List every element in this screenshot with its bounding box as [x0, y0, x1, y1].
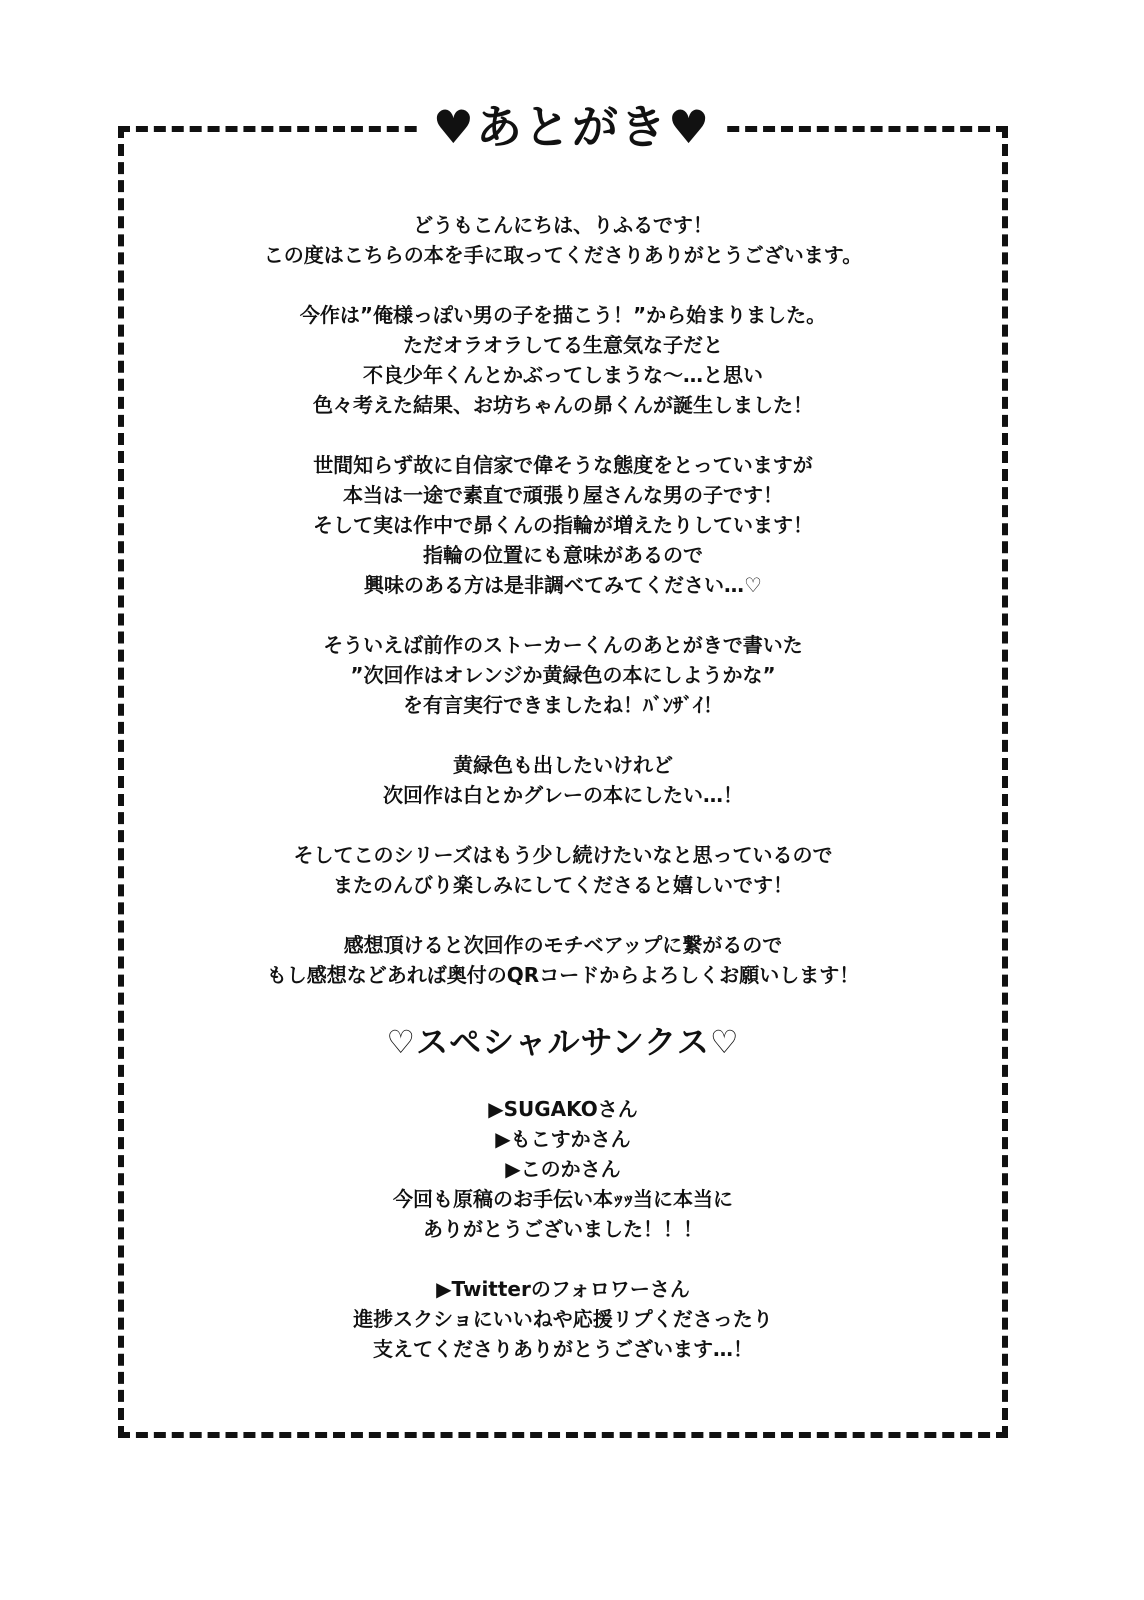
text-line: そしてこのシリーズはもう少し続けたいなと思っているので — [293, 843, 833, 867]
page-title: ♥あとがき♥ — [419, 92, 725, 162]
thanks-line: ▶SUGAKOさん — [488, 1097, 638, 1121]
text-line: そして実は作中で昴くんの指輪が増えたりしています！ — [313, 513, 813, 537]
text-line: 不良少年くんとかぶってしまうな～…と思い — [363, 363, 763, 387]
paragraph-character — [140, 450, 986, 600]
text-line: ただオラオラしてる生意気な子だと — [403, 333, 723, 357]
text-line: またのんびり楽しみにしてくださると嬉しいです！ — [333, 873, 793, 897]
text-line: 次回作は白とかグレーの本にしたい…！ — [383, 783, 743, 807]
thanks-line: 今回も原稿のお手伝い本ｯｯ当に本当に — [393, 1187, 733, 1211]
text-line: どうもこんにちは、りふるです！ — [413, 213, 713, 237]
paragraph-next-work — [140, 750, 986, 810]
text-line: 指輪の位置にも意味があるので — [423, 543, 703, 567]
paragraph-previous-work — [140, 630, 986, 720]
thanks-block-followers — [140, 1274, 986, 1364]
text-line: 感想頂けると次回作のモチベアップに繋がるので — [343, 933, 783, 957]
thanks-line: 進捗スクショにいいねや応援リプくださったり — [353, 1307, 773, 1331]
text-line: もし感想などあれば奥付のQRコードからよろしくお願いします！ — [266, 963, 860, 987]
text-line: 今作は”俺様っぽい男の子を描こう！”から始まりました。 — [299, 303, 827, 327]
text-line: 興味のある方は是非調べてみてください…♡ — [364, 573, 762, 597]
text-line: 黄緑色も出したいけれど — [453, 753, 673, 777]
text-line: を有言実行できましたね！ﾊﾞﾝｻﾞｲ！ — [403, 693, 723, 717]
text-line: 世間知らず故に自信家で偉そうな態度をとっていますが — [313, 453, 813, 477]
title-container — [0, 92, 1144, 162]
text-line: 色々考えた結果、お坊ちゃんの昴くんが誕生しました！ — [313, 393, 813, 417]
paragraph-concept — [140, 300, 986, 420]
thanks-line: ▶Twitterのフォロワーさん — [436, 1277, 690, 1301]
special-thanks-heading: ♡スペシャルサンクス♡ — [386, 1023, 740, 1061]
thanks-line: ▶もこすかさん — [495, 1127, 631, 1151]
afterword-body — [140, 210, 986, 1394]
paragraph-greeting — [140, 210, 986, 270]
text-line: そういえば前作のストーカーくんのあとがきで書いた — [323, 633, 803, 657]
thanks-line: ▶このかさん — [505, 1157, 621, 1181]
text-line: この度はこちらの本を手に取ってくださりありがとうございます。 — [263, 243, 863, 267]
thanks-line: 支えてくださりありがとうございます…！ — [373, 1337, 753, 1361]
text-line: 本当は一途で素直で頑張り屋さんな男の子です！ — [343, 483, 783, 507]
thanks-line: ありがとうございました！！！ — [423, 1217, 703, 1241]
paragraph-series — [140, 840, 986, 900]
text-line: ”次回作はオレンジか黄緑色の本にしようかな” — [350, 663, 776, 687]
thanks-block-assistants — [140, 1094, 986, 1244]
paragraph-feedback — [140, 930, 986, 990]
